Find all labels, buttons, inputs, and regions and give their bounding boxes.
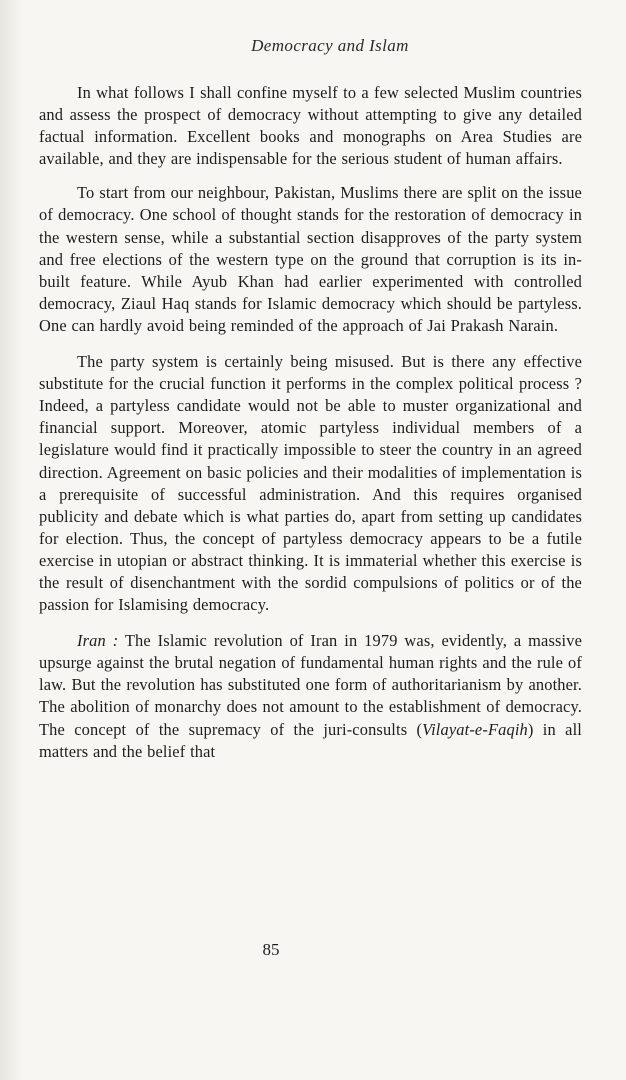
paragraph-4-text-a: The Islamic revolution of Iran in 1979 was, evidently, a massive upsurge against the brutal negation of fundamental human rights and the rule of law. But the revolution has substituted one form of authoritarianism by another. The abolition of monarchy does not amount to the establishment of democracy. The concept of the supremacy of the juri-consults ( (39, 631, 583, 739)
page-gutter-shadow (0, 0, 24, 1080)
paragraph-4 (39, 630, 582, 763)
paragraph-4-text-b: ) in all matters and the belief that (39, 719, 582, 761)
italic-term: Vilayat-e-Faqih (422, 719, 528, 739)
paragraph-2: To start from our neighbour, Pakistan, Muslims there are split on the issue of democracy. One school of thought stands for the restoration of democracy in the western sense, while a substantial section disapproves of the party system and free elections of the western type on the ground that corruption is its in-built feature. While Ayub Khan had earlier experimented with controlled democracy, Ziaul Haq stands for Islamic democracy which should be partyless. One can hardly avoid being reminded of the approach of Jai Prakash Narain. (39, 183, 582, 335)
paragraph-3: The party system is certainly being misused. But is there any effective substitute for the crucial function it performs in the complex political process ? Indeed, a partyless candidate would not be able to muster organizational and financial support. Moreover, atomic partyless individual members of a legislature would find it practically impossible to steer the country in an agreed direction. Agreement on basic policies and their modalities of implementation is a prerequisite of successful administration. And this requires organised publicity and debate which is what parties do, apart from setting up candidates for election. Thus, the concept of partyless democracy appears to be a futile exercise in utopian or abstract thinking. It is immaterial whether this exercise is the result of disenchantment with the sordid compulsions of politics or of the passion for Islamising democracy. (39, 352, 582, 615)
section-lead-in: Iran : (77, 631, 119, 651)
body-text (39, 82, 582, 775)
page-number: 85 (262, 940, 280, 959)
paragraph-1: In what follows I shall confine myself to a few selected Muslim countries and assess the prospect of democracy without attempting to give any detailed factual information. Excellent books and monographs on Area Studies are available, and they are indispensable for the serious student of human affairs. (39, 83, 582, 169)
running-title: Democracy and Islam (251, 36, 409, 55)
